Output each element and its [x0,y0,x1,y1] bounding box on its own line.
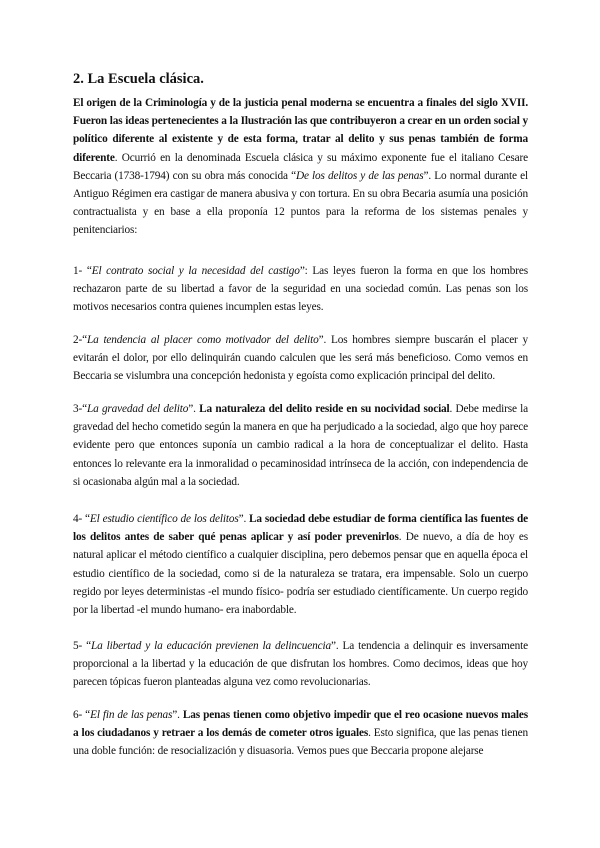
point-4 [73,510,528,619]
point-text: ”. [188,403,200,415]
intro-text-continued: ”. Lo normal durante el Antiguo Régimen era castigar de manera abusiva y con tortura. En su obra Becaria asumía una posición contractualista y en base a ella proponía 12 puntos para la reforma de los sistemas penales y penitenciarios: [73,169,528,237]
point-number: 4- “ [73,513,90,525]
point-title: La libertad y la educación previenen la delincuencia [91,640,331,652]
point-text: ”. [238,513,250,525]
point-title: La gravedad del delito [86,403,189,415]
point-bold-text: La sociedad debe estudiar de forma científica las fuentes de los delitos antes de saber qué penas aplicar y así poder prevenirlos [73,513,528,544]
point-number: 3-“ [73,403,87,415]
point-text: ”. La tendencia a delinquir es inversamente proporcional a la libertad y la educación de que disfrutan los hombres. Como decimos, ideas que hoy parecen tópicas fueron planteadas alguna vez como revolucionarias. [73,640,528,689]
point-text: ”. [172,709,183,721]
point-title: El fin de las penas [90,709,173,721]
book-title: De los delitos y de las penas [295,169,424,182]
point-number: 2-“ [73,334,87,346]
point-2 [73,331,528,386]
point-number: 6- “ [73,709,91,721]
section-title: 2. La Escuela clásica. [73,71,204,87]
point-3 [73,400,528,491]
point-text-rest: . Esto significa, que las penas tienen una doble función: de resocialización y disuasoria. Vemos pues que Beccaria propone alejarse [73,727,528,758]
intro-bold-text: El origen de la Criminología y de la justicia penal moderna se encuentra a finales del siglo XVII. Fueron las ideas pertenecientes a la Ilustración las que contribuyeron a crear en un orden social y político diferente al existente y de esta forma, tratar al delito y sus penas también de forma diferente [73,97,528,164]
point-text-rest: . Debe medirse la gravedad del hecho cometido según la manera en que ha perjudicado a la sociedad, algo que hoy parece evidente pero que entonces suponía un cambio radical a la hora de conceptualizar el delito. Hasta entonces lo relevante era la inmoralidad o pecaminosidad intrínseca de la acción, con independencia de si ocasionaba algún mal a la sociedad. [73,403,528,488]
point-bold-text: La naturaleza del delito reside en su nocividad social [199,403,450,415]
point-title: La tendencia al placer como motivador del delito [86,334,319,346]
point-text: ”: Las leyes fueron la forma en que los hombres rechazaron parte de su libertad a favor de la seguridad en una sociedad común. Las penas son los motivos necesarios contra quienes incumplen estas leyes. [73,265,528,314]
point-5 [73,637,528,692]
point-bold-text: Las penas tienen como objetivo impedir que el reo ocasione nuevos males a los ciudadanos y retraer a los demás de cometer otros iguales [73,709,528,740]
point-title: El contrato social y la necesidad del castigo [91,265,300,277]
point-title: El estudio científico de los delitos [89,513,239,525]
point-text: ”. Los hombres siempre buscarán el placer y evitarán el dolor, por ello delinquirán cuando calculen que les será más beneficioso. Como vemos en Beccaria se vislumbra una concepción hedonista y egoísta como explicación principal del delito. [73,334,529,383]
point-number: 5- “ [73,640,91,652]
point-6 [73,706,528,761]
point-text-rest: . De nuevo, a día de hoy es natural aplicar el método científico a cualquier disciplina, pero debemos pensar que en aquella época el estudio científico de la sociedad, como si de la naturaleza se tratara, era impensable. Solo un cuerpo regido por leyes deterministas -el mundo físico- podría ser estudiado científicamente. Un cuerpo regido por la libertad -el mundo humano- era inabordable. [73,531,528,617]
point-number: 1- “ [73,265,92,277]
point-1 [73,262,528,317]
intro-paragraph [73,94,528,240]
intro-text: . Ocurrió en la denominada Escuela clásica y su máximo exponente fue el italiano Cesare Beccaria (1738-1794) con su obra más conocida “ [73,151,528,182]
